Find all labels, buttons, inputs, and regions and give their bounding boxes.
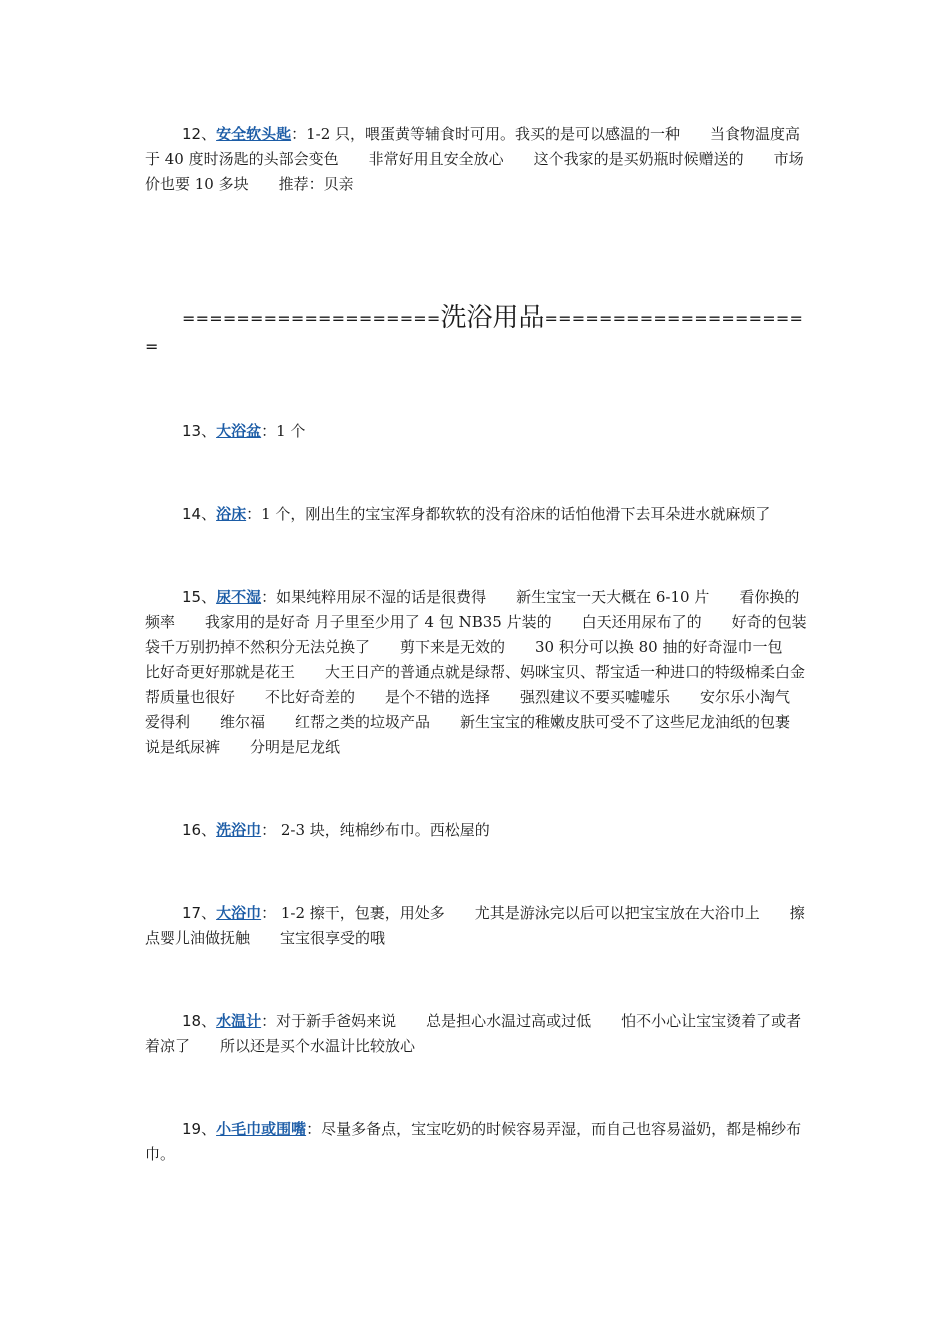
item-number: 16、 [182, 821, 217, 839]
item-number: 14、 [182, 505, 217, 523]
item-number: 17、 [182, 904, 217, 922]
item-number: 18、 [182, 1012, 217, 1030]
item-16 [145, 818, 810, 843]
document-page [145, 122, 821, 1167]
section-title: 洗浴用品 [440, 303, 545, 333]
item-description: ： 2-3 块，纯棉纱布巾。西松屋的 [261, 821, 490, 839]
item-description: ： 1-2 擦干，包裹，用处多 尤其是游泳完以后可以把宝宝放在大浴巾上 擦点婴儿油做抚触 宝宝很享受的哦 [145, 904, 805, 947]
item-number: 19、 [182, 1120, 217, 1138]
item-15 [145, 585, 821, 760]
item-description: ：对于新手爸妈来说 总是担心水温过高或过低 怕不小心让宝宝烫着了或者着凉了 所以还是买个水温计比较放心 [145, 1012, 802, 1055]
item-number: 15、 [182, 588, 217, 606]
item-14 [145, 502, 810, 527]
item-description: ：如果纯粹用尿不湿的话是很费得 新生宝宝一天大概在 6-10 片 看你换的频率 我家用的是好奇 月子里至少用了 4 包 NB35 片装的 白天还用尿布了的 好奇的包装袋千万别扔掉不然积分无法兑换了 剪下来是无效的 30 积分可以换 80 抽的好奇湿巾一包 比好奇更好那就是花王 大王日产的普通点就是绿帮、妈咪宝贝、帮宝适一种进口的特级棉柔白金帮质量也很好 不比好奇差的 是个不错的选择 强烈建议不要买嘘嘘乐 安尔乐小淘气 爱得利 维尔福 红帮之类的垃圾产品 新生宝宝的稚嫩皮肤可受不了这些尼龙油纸的包裹 说是纸尿裤 分明是尼龙纸 [145, 588, 821, 756]
section-heading [145, 304, 810, 361]
item-description: ：1 个，刚出生的宝宝浑身都软软的没有浴床的话怕他滑下去耳朵进水就麻烦了 [246, 505, 771, 523]
item-number: 12、 [182, 125, 217, 143]
item-link-wash-towel[interactable]: 洗浴巾 [216, 821, 262, 839]
item-17 [145, 901, 810, 951]
item-13 [145, 419, 810, 444]
item-18 [145, 1009, 810, 1059]
item-link-small-towel-or-bib[interactable]: 小毛巾或围嘴 [216, 1120, 307, 1138]
item-number: 13、 [182, 422, 217, 440]
item-link-big-bath-towel[interactable]: 大浴巾 [216, 904, 262, 922]
item-12 [145, 122, 810, 197]
item-19 [145, 1117, 810, 1167]
item-link-big-bathtub[interactable]: 大浴盆 [216, 422, 262, 440]
item-description: ：1 个 [261, 422, 306, 440]
item-description: ：尽量多备点，宝宝吃奶的时候容易弄湿，而自己也容易溢奶，都是棉纱布巾。 [145, 1120, 802, 1163]
item-link-diapers[interactable]: 尿不湿 [216, 588, 262, 606]
item-link-safe-soft-spoon[interactable]: 安全软头匙 [216, 125, 292, 143]
item-link-water-thermometer[interactable]: 水温计 [216, 1012, 262, 1030]
heading-separator-right: ==================== [145, 309, 804, 356]
item-description: ：1-2 只，喂蛋黄等辅食时可用。我买的是可以感温的一种 当食物温度高于 40 度时汤匙的头部会变色 非常好用且安全放心 这个我家的是买奶瓶时候赠送的 市场价也要 10 多块 推荐：贝亲 [145, 125, 804, 193]
item-link-bath-bed[interactable]: 浴床 [216, 505, 247, 523]
heading-separator-left: =================== [182, 309, 441, 328]
